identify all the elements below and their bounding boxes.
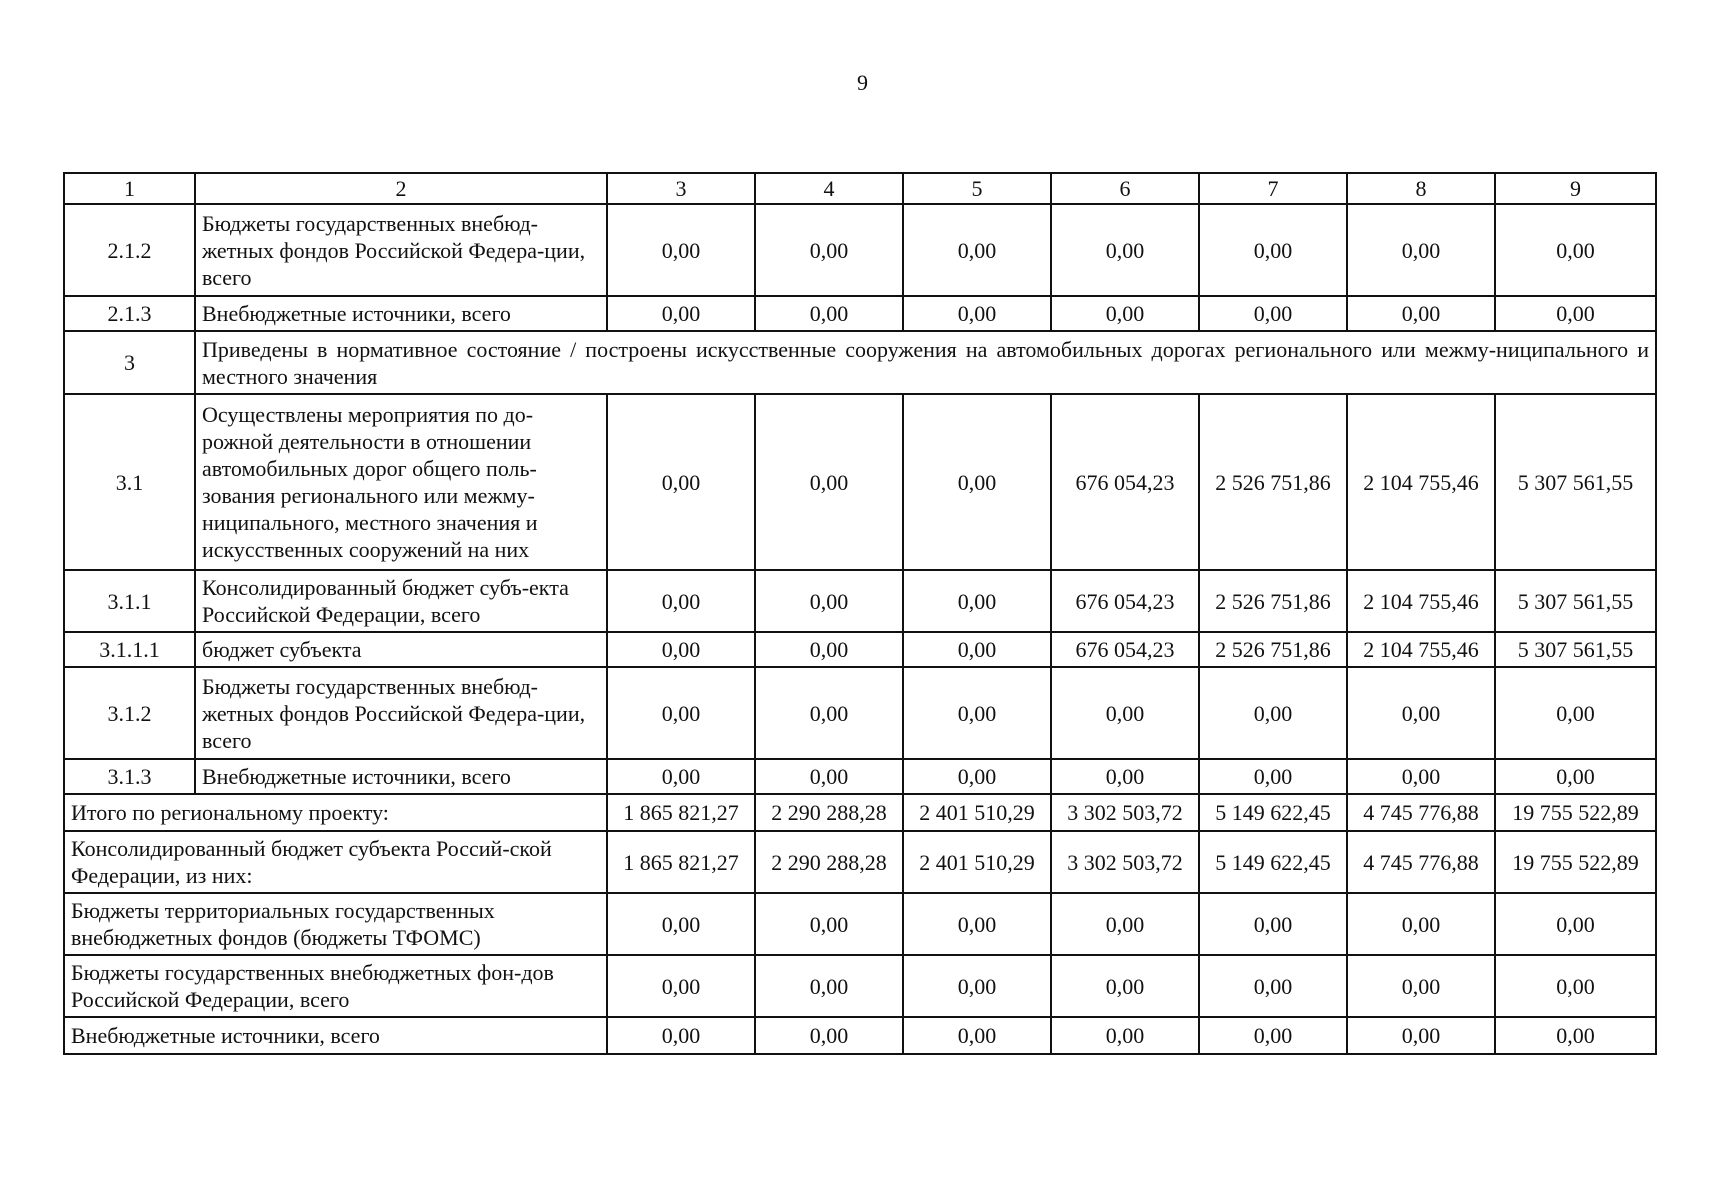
- total-value: 2 401 510,29: [903, 794, 1051, 831]
- total-row: [64, 831, 1656, 893]
- column-number: 4: [755, 173, 903, 204]
- row-value: 0,00: [1051, 296, 1199, 331]
- row-value: 0,00: [1051, 204, 1199, 296]
- row-name: Внебюджетные источники, всего: [195, 759, 607, 794]
- row-value: 0,00: [1199, 759, 1347, 794]
- total-value: 0,00: [1495, 893, 1656, 955]
- row-value: 0,00: [903, 204, 1051, 296]
- column-number-row: [64, 173, 1656, 204]
- row-code: 2.1.2: [64, 204, 195, 296]
- total-value: 0,00: [607, 1017, 755, 1054]
- column-number: 2: [195, 173, 607, 204]
- row-value: 0,00: [1199, 667, 1347, 759]
- total-value: 1 865 821,27: [607, 794, 755, 831]
- row-value: 2 526 751,86: [1199, 394, 1347, 570]
- row-value: 0,00: [1495, 204, 1656, 296]
- table-row: [64, 204, 1656, 296]
- row-name: Бюджеты государственных внебюд-жетных фондов Российской Федера-ции, всего: [195, 204, 607, 296]
- row-value: 2 104 755,46: [1347, 632, 1495, 667]
- row-value: 0,00: [607, 570, 755, 632]
- total-value: 0,00: [1495, 1017, 1656, 1054]
- row-value: 0,00: [755, 632, 903, 667]
- column-number: 6: [1051, 173, 1199, 204]
- row-value: 0,00: [607, 204, 755, 296]
- total-value: 0,00: [1051, 955, 1199, 1017]
- row-code: 3.1.2: [64, 667, 195, 759]
- total-value: 5 149 622,45: [1199, 794, 1347, 831]
- total-value: 4 745 776,88: [1347, 794, 1495, 831]
- total-row: [64, 794, 1656, 831]
- column-number: 1: [64, 173, 195, 204]
- column-number: 8: [1347, 173, 1495, 204]
- row-value: 0,00: [1495, 296, 1656, 331]
- row-value: 0,00: [903, 632, 1051, 667]
- total-value: 4 745 776,88: [1347, 831, 1495, 893]
- row-value: 0,00: [1347, 667, 1495, 759]
- total-value: 0,00: [1051, 893, 1199, 955]
- row-value: 0,00: [607, 759, 755, 794]
- row-value: 0,00: [755, 667, 903, 759]
- row-name: Внебюджетные источники, всего: [195, 296, 607, 331]
- row-name: Консолидированный бюджет субъ-екта Российской Федерации, всего: [195, 570, 607, 632]
- total-name: Бюджеты территориальных государственных внебюджетных фондов (бюджеты ТФОМС): [64, 893, 607, 955]
- total-value: 19 755 522,89: [1495, 831, 1656, 893]
- row-value: 676 054,23: [1051, 394, 1199, 570]
- row-value: 0,00: [1347, 204, 1495, 296]
- total-name: Консолидированный бюджет субъекта Россий-ской Федерации, из них:: [64, 831, 607, 893]
- total-name: Бюджеты государственных внебюджетных фон-дов Российской Федерации, всего: [64, 955, 607, 1017]
- total-value: 2 401 510,29: [903, 831, 1051, 893]
- row-value: 5 307 561,55: [1495, 570, 1656, 632]
- total-value: 1 865 821,27: [607, 831, 755, 893]
- row-value: 2 526 751,86: [1199, 570, 1347, 632]
- row-value: 0,00: [903, 296, 1051, 331]
- row-value: 0,00: [1495, 667, 1656, 759]
- total-value: 0,00: [1051, 1017, 1199, 1054]
- row-value: 0,00: [1495, 759, 1656, 794]
- section-title: Приведены в нормативное состояние / построены искусственные сооружения на автомобильных дорогах регионального или межму-ниципального и местного значения: [195, 331, 1656, 394]
- table-body: [64, 173, 1656, 1054]
- row-value: 2 526 751,86: [1199, 632, 1347, 667]
- total-value: 0,00: [1199, 893, 1347, 955]
- budget-table: [63, 172, 1657, 1055]
- total-value: 3 302 503,72: [1051, 831, 1199, 893]
- row-value: 0,00: [903, 759, 1051, 794]
- row-value: 0,00: [1051, 667, 1199, 759]
- column-number: 7: [1199, 173, 1347, 204]
- row-value: 0,00: [903, 394, 1051, 570]
- total-name: Внебюджетные источники, всего: [64, 1017, 607, 1054]
- column-number: 9: [1495, 173, 1656, 204]
- total-value: 0,00: [607, 955, 755, 1017]
- table-row: [64, 394, 1656, 570]
- total-row: [64, 955, 1656, 1017]
- row-value: 0,00: [755, 296, 903, 331]
- total-value: 5 149 622,45: [1199, 831, 1347, 893]
- total-value: 0,00: [1199, 1017, 1347, 1054]
- table-row: [64, 296, 1656, 331]
- total-row: [64, 1017, 1656, 1054]
- table-row: [64, 570, 1656, 632]
- total-value: 0,00: [903, 1017, 1051, 1054]
- row-value: 0,00: [607, 296, 755, 331]
- section-code: 3: [64, 331, 195, 394]
- total-value: 0,00: [607, 893, 755, 955]
- total-value: 0,00: [1347, 893, 1495, 955]
- total-value: 0,00: [1495, 955, 1656, 1017]
- table-row: [64, 759, 1656, 794]
- total-value: 0,00: [903, 955, 1051, 1017]
- total-value: 0,00: [1199, 955, 1347, 1017]
- row-value: 0,00: [1199, 296, 1347, 331]
- total-value: 0,00: [1347, 1017, 1495, 1054]
- row-value: 676 054,23: [1051, 632, 1199, 667]
- row-value: 0,00: [755, 759, 903, 794]
- total-value: 0,00: [755, 955, 903, 1017]
- row-value: 0,00: [1051, 759, 1199, 794]
- row-value: 0,00: [1199, 204, 1347, 296]
- row-value: 0,00: [903, 570, 1051, 632]
- page-number: 9: [857, 70, 868, 95]
- row-name: Бюджеты государственных внебюд-жетных фондов Российской Федера-ции, всего: [195, 667, 607, 759]
- row-name: бюджет субъекта: [195, 632, 607, 667]
- total-value: 0,00: [903, 893, 1051, 955]
- column-number: 5: [903, 173, 1051, 204]
- section-row: [64, 331, 1656, 394]
- total-value: 0,00: [755, 1017, 903, 1054]
- column-number: 3: [607, 173, 755, 204]
- row-value: 0,00: [607, 632, 755, 667]
- row-value: 5 307 561,55: [1495, 632, 1656, 667]
- row-name: Осуществлены мероприятия по до-рожной деятельности в отношении автомобильных дорог общего поль-зования регионального или межму-ниципального, местного значения и искусственных сооружений на них: [195, 394, 607, 570]
- row-value: 5 307 561,55: [1495, 394, 1656, 570]
- total-value: 2 290 288,28: [755, 831, 903, 893]
- total-value: 2 290 288,28: [755, 794, 903, 831]
- table-row: [64, 667, 1656, 759]
- row-code: 3.1: [64, 394, 195, 570]
- table-row: [64, 632, 1656, 667]
- row-value: 2 104 755,46: [1347, 394, 1495, 570]
- row-value: 0,00: [607, 667, 755, 759]
- row-code: 3.1.1.1: [64, 632, 195, 667]
- row-code: 2.1.3: [64, 296, 195, 331]
- total-name: Итого по региональному проекту:: [64, 794, 607, 831]
- row-value: 0,00: [755, 570, 903, 632]
- row-value: 676 054,23: [1051, 570, 1199, 632]
- row-value: 0,00: [1347, 296, 1495, 331]
- total-value: 0,00: [1347, 955, 1495, 1017]
- row-value: 0,00: [755, 394, 903, 570]
- total-value: 3 302 503,72: [1051, 794, 1199, 831]
- total-value: 19 755 522,89: [1495, 794, 1656, 831]
- row-code: 3.1.1: [64, 570, 195, 632]
- row-value: 2 104 755,46: [1347, 570, 1495, 632]
- row-value: 0,00: [903, 667, 1051, 759]
- row-code: 3.1.3: [64, 759, 195, 794]
- row-value: 0,00: [755, 204, 903, 296]
- row-value: 0,00: [1347, 759, 1495, 794]
- row-value: 0,00: [607, 394, 755, 570]
- total-value: 0,00: [755, 893, 903, 955]
- total-row: [64, 893, 1656, 955]
